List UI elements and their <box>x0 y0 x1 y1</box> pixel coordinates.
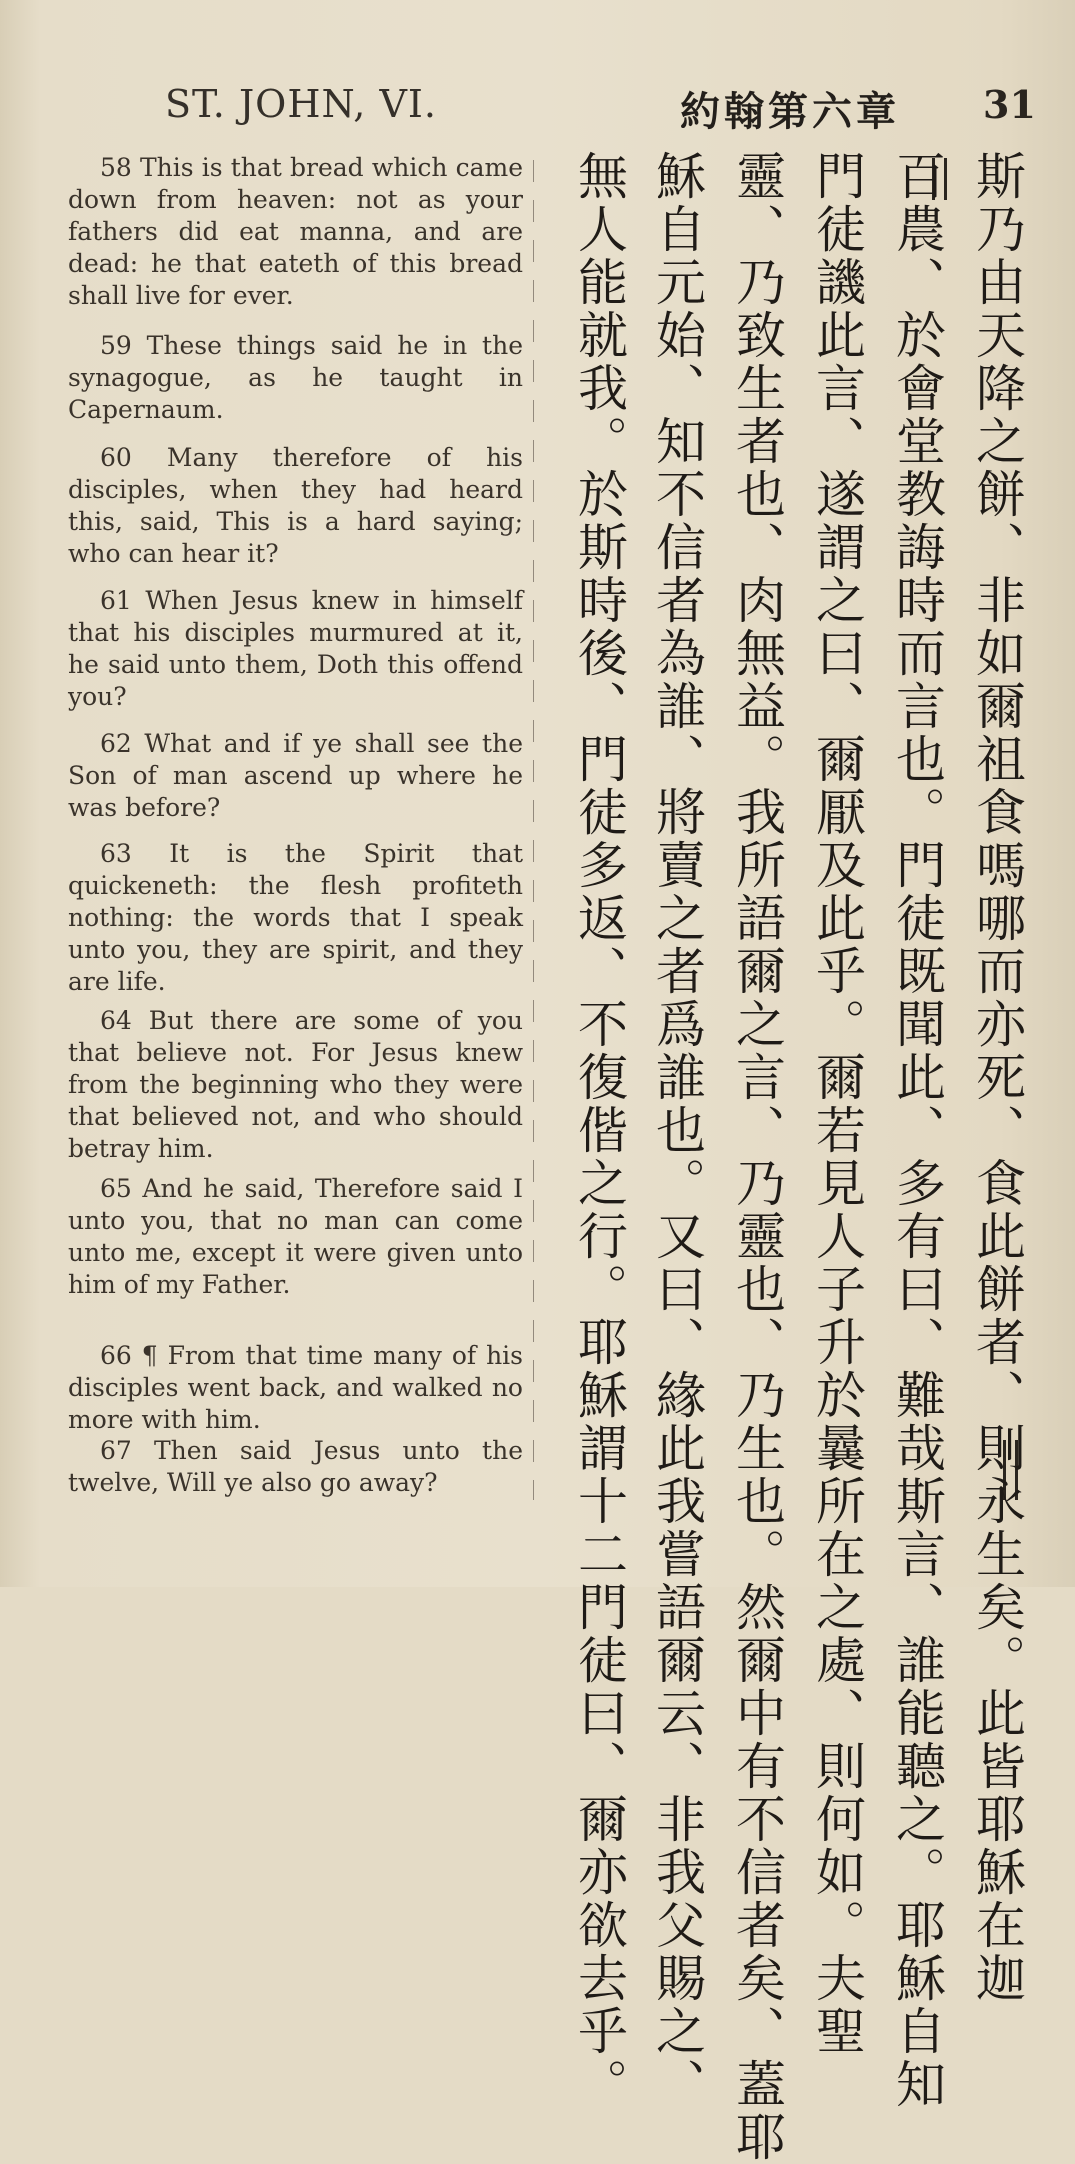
verse-65: 65 And he said, Therefore said I unto you, that no man can come unto me, except it were given unto him of my Father. <box>68 1174 523 1299</box>
verse-58: 58 This is that bread which came down from heaven: not as your fathers did eat manna, and are dead: he that eateth of this bread shall live for ever. <box>68 153 523 310</box>
verse-63: 63 It is the Spirit that quickeneth: the flesh profiteth nothing: the words that I speak unto you, they are spirit, and they are life. <box>68 839 523 996</box>
verse-64: 64 But there are some of you that believe not. For Jesus knew from the beginning who they were that believed not, and who should betray him. <box>68 1006 523 1163</box>
chinese-column-3: 門徒譏此言、遂謂之曰、爾厭及此乎。爾若見人子升於曩所在之處、則何如。夫聖 <box>808 150 866 2058</box>
verse-59: 59 These things said he in the synagogue, as he taught in Capernaum. <box>68 331 523 424</box>
verse-66: 66 ¶ From that time many of his disciples went back, and walked no more with him. <box>68 1341 523 1434</box>
chinese-column-5: 穌自元始、知不信者為誰、將賣之者爲誰也。又曰、緣此我嘗語爾云、非我父賜之、 <box>648 150 706 2111</box>
verse-61: 61 When Jesus knew in himself that his disciples murmured at it, he said unto them, Doth this offend you? <box>68 586 523 711</box>
chinese-running-title: 約翰第六章 <box>680 88 900 135</box>
english-running-title: ST. JOHN, VI. <box>165 82 437 126</box>
column-divider <box>533 160 534 1500</box>
chinese-column-2: 百農、於會堂教誨時而言也。門徒既聞此、多有曰、難哉斯言、誰能聽之。耶穌自知 <box>888 150 946 2111</box>
verse-60: 60 Many therefore of his disciples, when they had heard this, said, This is a hard saying; who can hear it? <box>68 443 523 568</box>
chinese-column-1: 斯乃由天降之餅、非如爾祖食嗎哪而亦死、食此餅者、則永生矣。此皆耶穌在迦 <box>968 150 1026 2005</box>
verse-67: 67 Then said Jesus unto the twelve, Will ye also go away? <box>68 1436 523 1497</box>
chinese-column-4: 靈、乃致生者也、肉無益。我所語爾之言、乃靈也、乃生也。然爾中有不信者矣、蓋耶 <box>728 150 786 2164</box>
chinese-column-6: 無人能就我。於斯時後、門徒多返、不復偕之行。耶穌謂十二門徒曰、爾亦欲去乎。 <box>570 150 628 2111</box>
english-text-column <box>68 150 523 1550</box>
page-number: 31 <box>983 82 1036 127</box>
verse-62: 62 What and if ye shall see the Son of man ascend up where he was before? <box>68 729 523 822</box>
